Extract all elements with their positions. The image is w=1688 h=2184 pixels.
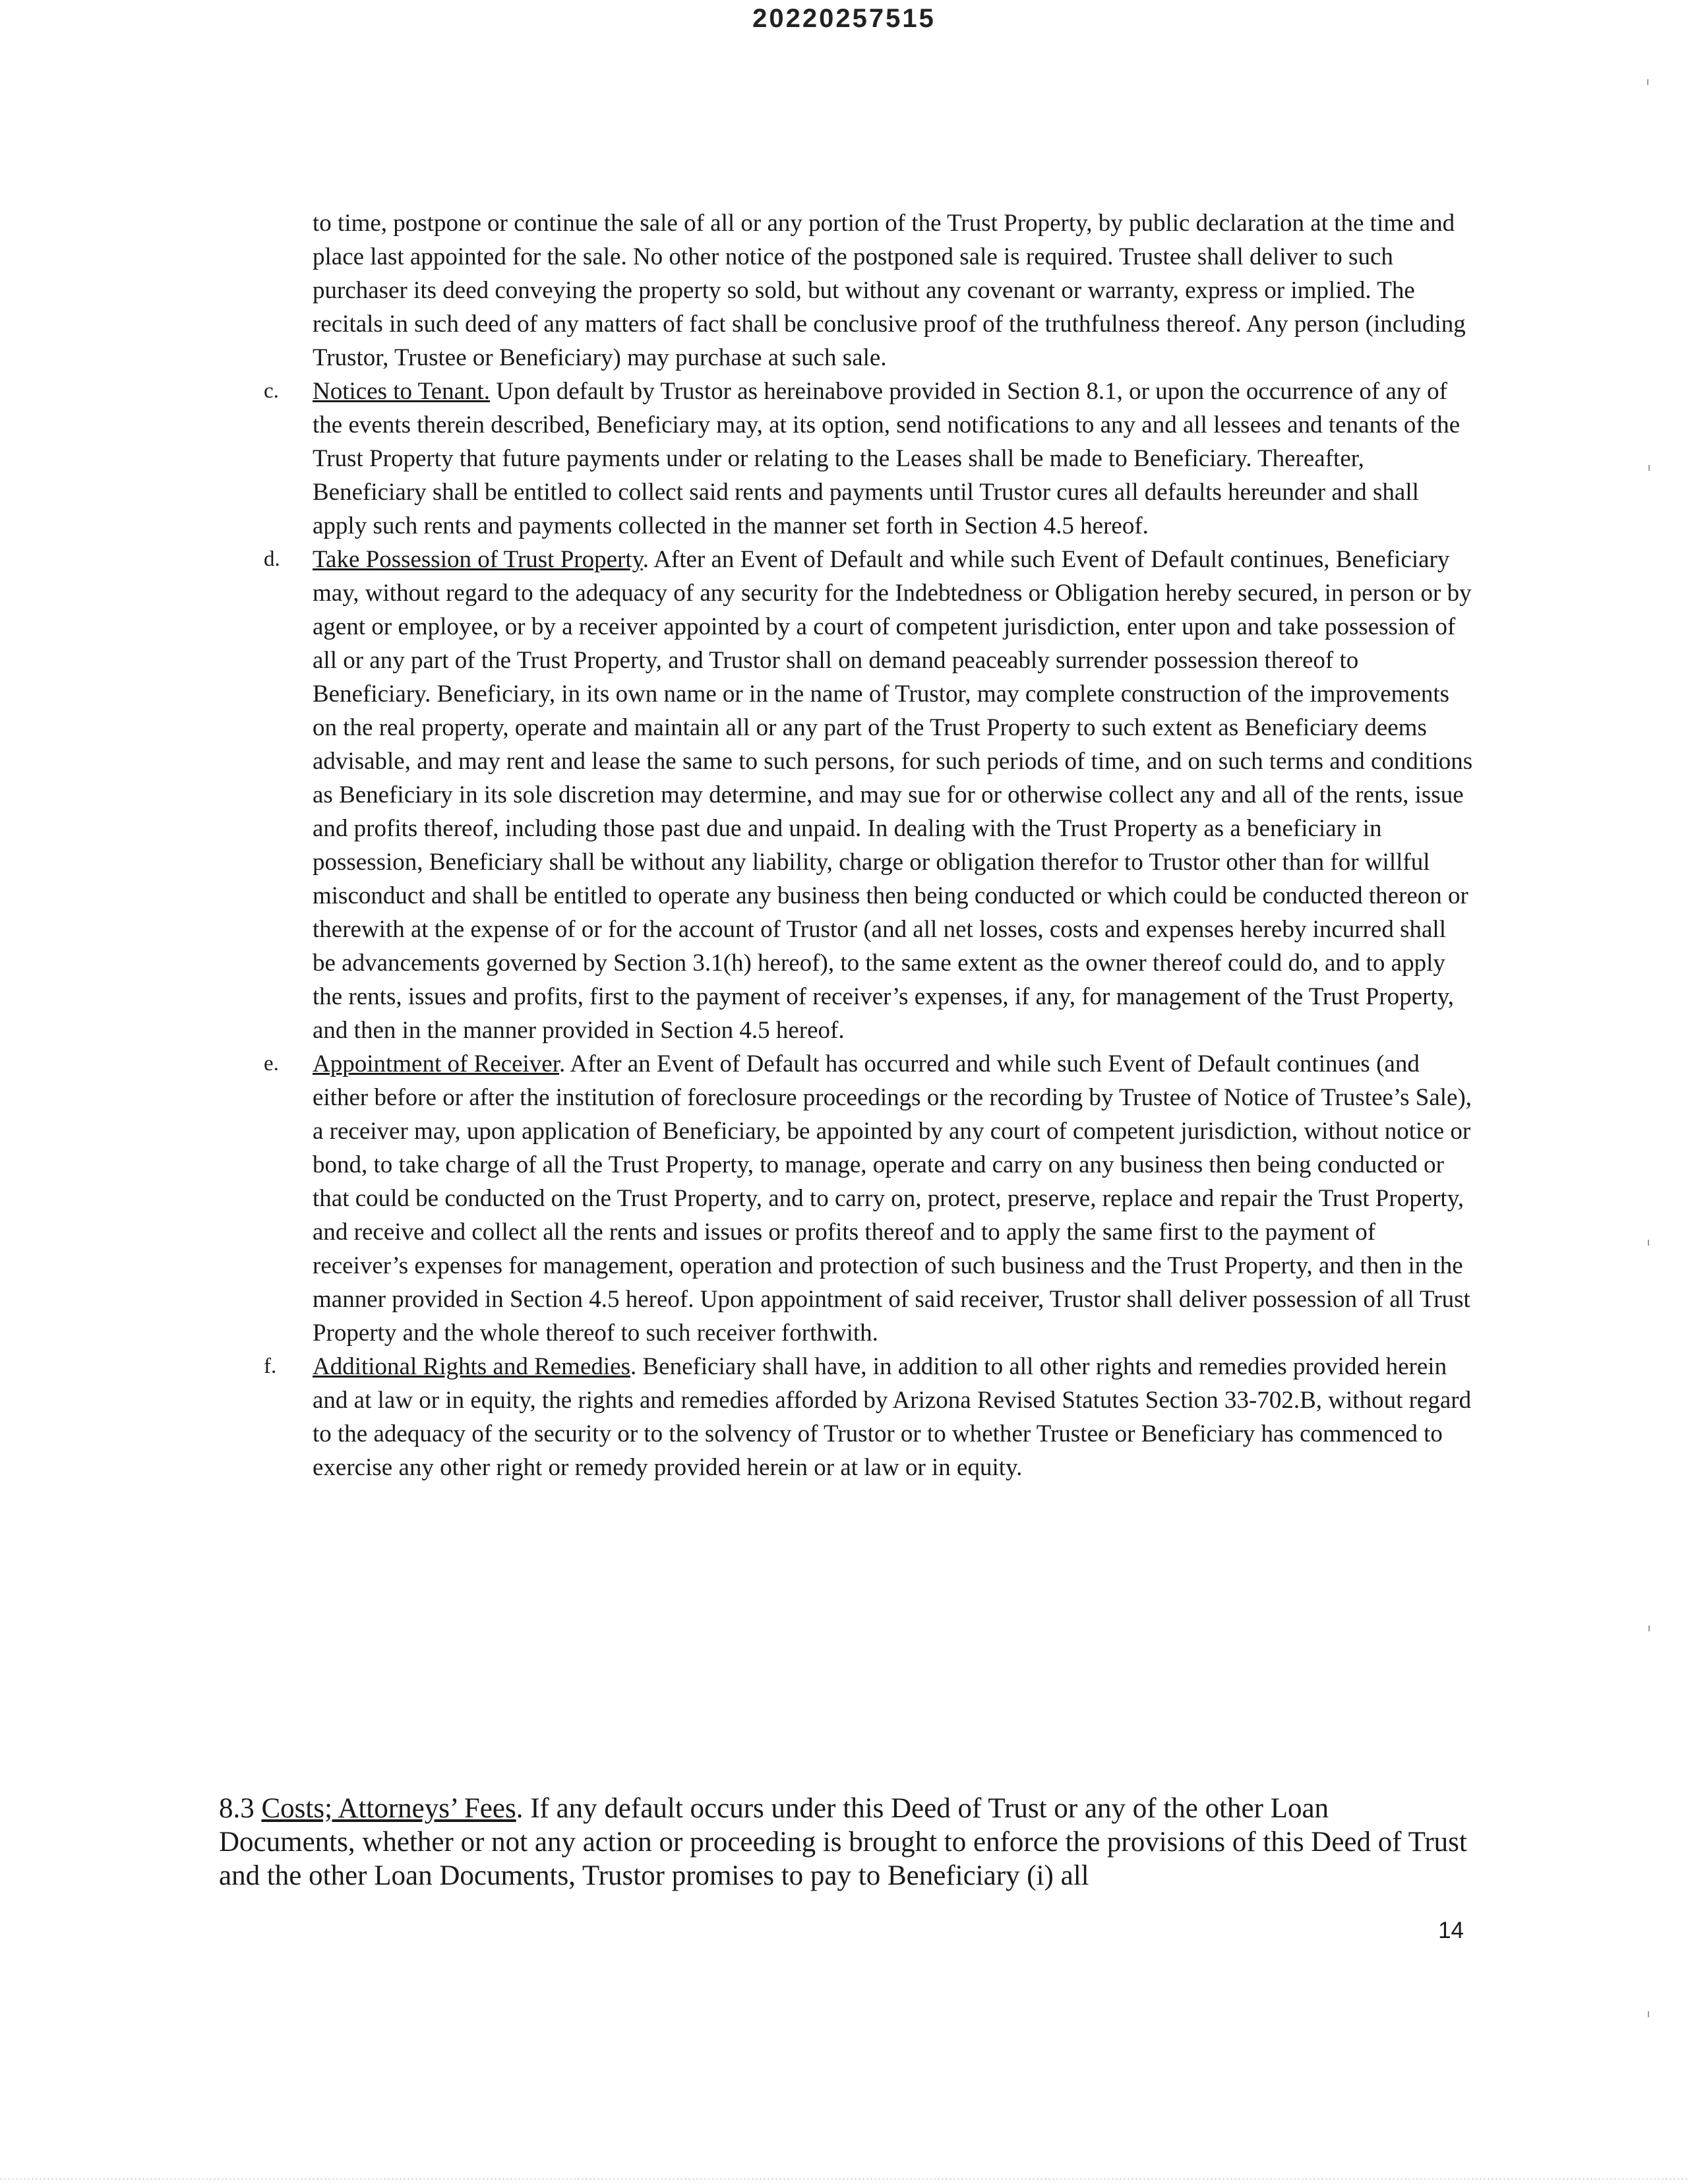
item-letter: e. [264,1052,279,1076]
item-title: Additional Rights and Remedies [313,1353,630,1380]
item-letter: c. [264,379,279,403]
section-text: . If any default occurs under this Deed of Trust or any of the other Loan Documents, whether or not any action or proceeding is brought to enforce the provisions of this Deed of Trust and the other Loan Documents, Trustor promises to pay to Beneficiary (i) all [219,1793,1467,1891]
continuation-paragraph: to time, postpone or continue the sale of all or any portion of the Trust Property, by public declaration at the time and place last appointed for the sale. No other notice of the postponed sale is required. Trustee shall deliver to such purchaser its deed conveying the property so sold, but without any covenant or warranty, express or implied. The recitals in such deed of any matters of fact shall be conclusive proof of the truthfulness thereof. Any person (including Trustor, Trustee or Beneficiary) may purchase at such sale. [313,210,1466,371]
section-title: Costs; Attorneys’ Fees [261,1793,516,1824]
item-notices-to-tenant [264,375,1473,543]
page-number: 14 [1438,1918,1464,1943]
item-title: Notices to Tenant. [313,378,491,405]
item-text: . After an Event of Default and while such Event of Default continues, Beneficiary may, without regard to the adequacy of any security for the Indebtedness or Obligation hereby secured, in person or by agent or employee, or by a receiver appointed by a court of competent jurisdiction, enter upon and take possession of all or any part of the Trust Property, and Trustor shall on demand peaceably surrender possession thereof to Beneficiary. Beneficiary, in its own name or in the name of Trustor, may complete construction of the improvements on the real property, operate and maintain all or any part of the Trust Property to such extent as Beneficiary deems advisable, and may rent and lease the same to such persons, for such periods of time, and on such terms and conditions as Beneficiary in its sole discretion may determine, and may sue for or otherwise collect any and all of the rents, issue and profits thereof, including those past due and unpaid. In dealing with the Trust Property as a beneficiary in possession, Beneficiary shall be without any liability, charge or obligation therefor to Trustor other than for willful misconduct and shall be entitled to operate any business then being conducted or which could be conducted thereon or therewith at the expense of or for the account of Trustor (and all net losses, costs and expenses hereby incurred shall be advancements governed by Section 3.1(h) hereof), to the same extent as the owner thereof could do, and to apply the rents, issues and profits, first to the payment of receiver’s expenses, if any, for management of the Trust Property, and then in the manner provided in Section 4.5 hereof. [313,546,1473,1044]
item-title: Appointment of Receiver [313,1050,560,1077]
item-take-possession [264,543,1473,1047]
scan-mark [1648,1240,1649,1246]
item-text: . Beneficiary shall have, in addition to all other rights and remedies provided herein and at law or in equity, the rights and remedies afforded by Arizona Revised Statutes Section 33-702.B, without regard to the adequacy of the security or to the solvency of Trustor or to whether Trustee or Beneficiary has commenced to exercise any other right or remedy provided herein or at law or in equity. [313,1353,1472,1481]
item-letter: d. [264,547,280,571]
item-letter: f. [264,1354,277,1378]
item-text: . After an Event of Default has occurred and while such Event of Default continues (and either before or after the institution of foreclosure proceedings or the recording by Trustee of Notice of Trustee’s Sale), a receiver may, upon application of Beneficiary, be appointed by any court of competent jurisdiction, without notice or bond, to take charge of all the Trust Property, to manage, operate and carry on any business then being conducted or that could be conducted on the Trust Property, and to carry on, protect, preserve, replace and repair the Trust Property, and receive and collect all the rents and issues or profits thereof and to apply the same first to the payment of receiver’s expenses for management, operation and protection of such business and the Trust Property, and then in the manner provided in Section 4.5 hereof. Upon appointment of said receiver, Trustor shall deliver possession of all Trust Property and the whole thereof to such receiver forthwith. [313,1050,1472,1347]
item-text: Upon default by Trustor as hereinabove provided in Section 8.1, or upon the occurrence of any of the events therein described, Beneficiary may, at its option, send notifications to any and all lessees and tenants of the Trust Property that future payments under or relating to the Leases shall be made to Beneficiary. Thereafter, Beneficiary shall be entitled to collect said rents and payments until Trustor cures all defaults hereunder and shall apply such rents and payments collected in the manner set forth in Section 4.5 hereof. [313,378,1461,539]
item-appointment-of-receiver [264,1047,1473,1350]
item-additional-rights [264,1350,1473,1484]
recording-number: 20220257515 [752,4,936,33]
section-number: 8.3 [219,1793,262,1824]
scan-mark [1648,2011,1649,2017]
scan-mark [1647,79,1648,85]
remedies-list [264,206,1473,1484]
scan-mark [1648,465,1650,471]
item-title: Take Possession of Trust Property [313,546,643,573]
section-8-3-paragraph [219,1792,1472,1893]
scan-mark [1648,1625,1650,1631]
